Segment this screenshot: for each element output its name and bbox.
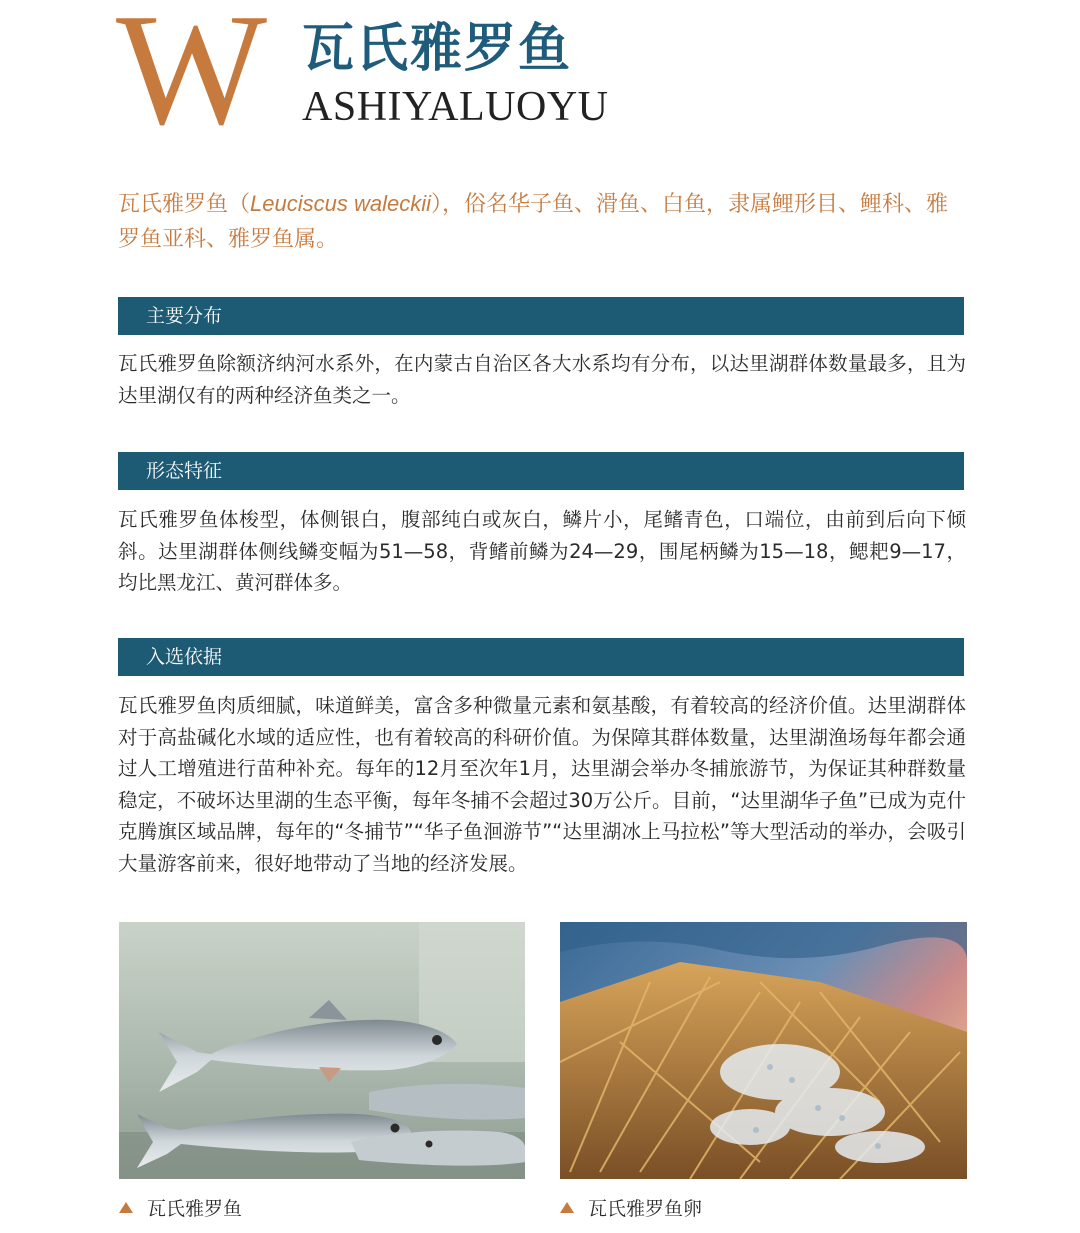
- intro-text-end: ），俗名华子鱼、滑鱼、白鱼，隶属鲤形目、鲤科、雅罗鱼亚科、雅罗鱼属。: [118, 192, 948, 252]
- fish-egg-photo-caption: [560, 1196, 702, 1222]
- section-body-distribution: 瓦氏雅罗鱼除额济纳河水系外，在内蒙古自治区各大水系均有分布，以达里湖群体数量最多，且为达里湖仅有的两种经济鱼类之一。: [118, 352, 966, 407]
- section-heading-morphology: 形态特征: [118, 452, 964, 490]
- page-header: [0, 0, 1080, 158]
- page-title: 瓦氏雅罗鱼: [302, 19, 573, 79]
- caption-text: 瓦氏雅罗鱼: [147, 1198, 243, 1220]
- section-heading-distribution: 主要分布: [118, 297, 964, 335]
- decorative-initial-letter: W: [116, 0, 264, 158]
- caption-text: 瓦氏雅罗鱼卵: [588, 1198, 703, 1220]
- triangle-bullet-icon: [119, 1202, 133, 1213]
- fish-photo-caption: [119, 1196, 242, 1222]
- fish-photo: [119, 922, 525, 1179]
- intro-paragraph: [118, 186, 968, 257]
- section-body-selection-basis: 瓦氏雅罗鱼肉质细腻，味道鲜美，富含多种微量元素和氨基酸，有着较高的经济价值。达里湖群体对于高盐碱化水域的适应性，也有着较高的科研价值。为保障其群体数量，达里湖渔场每年都会通过人工增殖进行苗种补充。每年的12月至次年1月，达里湖会举办冬捕旅游节，为保证其种群数量稳定，不破坏达里湖的生态平衡，每年冬捕不会超过30万公斤。目前，“达里湖华子鱼”已成为克什克腾旗区域品牌，每年的“冬捕节”“华子鱼洄游节”“达里湖冰上马拉松”等大型活动的举办，会吸引大量游客前来，很好地带动了当地的经济发展。: [118, 694, 966, 875]
- scientific-name: Leuciscus waleckii: [250, 191, 431, 216]
- page-subtitle: ASHIYALUOYU: [302, 84, 609, 130]
- section-heading-selection-basis: 入选依据: [118, 638, 964, 676]
- triangle-bullet-icon: [560, 1202, 574, 1213]
- fish-egg-photo: [560, 922, 967, 1179]
- intro-text-start: 瓦氏雅罗鱼（: [118, 192, 251, 217]
- section-body-morphology: 瓦氏雅罗鱼体梭型，体侧银白，腹部纯白或灰白，鳞片小，尾鳍青色，口端位，由前到后向下倾斜。达里湖群体侧线鳞变幅为51—58，背鳍前鳞为24—29，围尾柄鳞为15—18，鳃耙9—17，均比黑龙江、黄河群体多。: [118, 508, 966, 594]
